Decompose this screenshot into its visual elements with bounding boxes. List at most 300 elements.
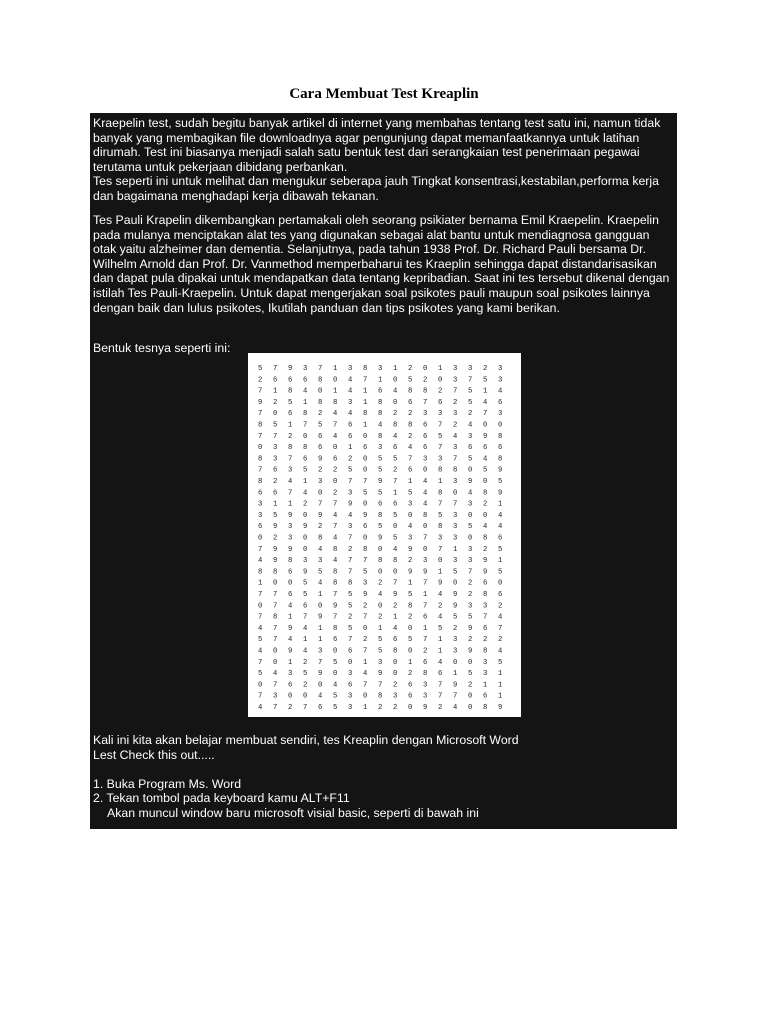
grid-digit: 3	[318, 647, 323, 656]
grid-digit: 5	[483, 466, 488, 475]
grid-digit: 0	[483, 511, 488, 520]
grid-digit: 7	[438, 692, 443, 701]
grid-digit: 9	[378, 534, 383, 543]
grid-digit: 5	[468, 613, 473, 622]
grid-digit: 4	[348, 410, 353, 419]
grid-digit: 5	[363, 489, 368, 498]
grid-digit: 6	[468, 444, 473, 453]
grid-digit: 7	[393, 478, 398, 486]
grid-digit: 4	[348, 376, 353, 385]
grid-digit: 7	[453, 500, 458, 509]
grid-digit: 7	[438, 444, 443, 453]
grid-digit: 4	[333, 511, 338, 520]
grid-digit: 4	[468, 421, 473, 430]
grid-digit: 3	[498, 410, 503, 419]
grid-digit: 1	[453, 545, 458, 554]
grid-digit: 6	[303, 455, 308, 464]
grid-digit: 2	[258, 376, 263, 385]
grid-digit: 0	[333, 444, 338, 453]
grid-digit: 3	[453, 511, 458, 520]
grid-digit: 2	[483, 636, 488, 645]
grid-digit: 6	[318, 704, 323, 712]
grid-digit: 0	[498, 421, 503, 430]
grid-digit: 2	[303, 658, 308, 667]
grid-digit: 7	[333, 591, 338, 599]
grid-digit: 5	[378, 489, 383, 498]
grid-digit: 0	[393, 568, 398, 577]
page-title: Cara Membuat Test Kreaplin	[289, 86, 479, 102]
grid-digit: 7	[393, 579, 398, 588]
grid-digit: 4	[333, 557, 338, 566]
grid-digit: 1	[303, 636, 308, 645]
grid-digit: 5	[468, 398, 473, 407]
grid-digit: 5	[303, 670, 308, 679]
grid-digit: 5	[453, 613, 458, 622]
grid-digit: 8	[288, 444, 293, 453]
grid-digit: 8	[363, 545, 368, 554]
grid-digit: 0	[393, 398, 398, 407]
grid-digit: 4	[483, 523, 488, 532]
grid-digit: 4	[408, 523, 413, 532]
grid-digit: 3	[423, 410, 428, 419]
grid-digit: 7	[423, 398, 428, 407]
grid-digit: 2	[483, 545, 488, 554]
grid-digit: 1	[273, 387, 278, 396]
grid-digit: 7	[363, 613, 368, 622]
grid-digit: 5	[438, 624, 443, 633]
grid-digit: 5	[468, 455, 473, 464]
grid-digit: 9	[468, 624, 473, 633]
grid-digit: 5	[318, 568, 323, 577]
grid-digit: 7	[303, 704, 308, 712]
grid-digit: 8	[408, 387, 413, 396]
grid-digit: 6	[423, 432, 428, 441]
grid-digit: 2	[333, 466, 338, 475]
grid-digit: 9	[378, 478, 383, 486]
grid-digit: 5	[333, 704, 338, 712]
grid-digit: 9	[468, 647, 473, 656]
grid-digit: 0	[408, 647, 413, 656]
grid-digit: 0	[453, 658, 458, 667]
grid-digit: 3	[468, 602, 473, 611]
grid-digit: 0	[483, 478, 488, 486]
grid-digit: 3	[348, 670, 353, 679]
grid-digit: 1	[288, 613, 293, 622]
grid-digit: 3	[378, 658, 383, 667]
grid-digit: 4	[483, 455, 488, 464]
grid-digit: 0	[453, 579, 458, 588]
grid-digit: 3	[288, 534, 293, 543]
grid-digit: 6	[423, 444, 428, 453]
grid-digit: 5	[333, 658, 338, 667]
grid-digit: 3	[483, 602, 488, 611]
grid-digit: 7	[258, 545, 263, 554]
grid-digit: 2	[468, 591, 473, 599]
grid-digit: 1	[318, 636, 323, 645]
grid-digit: 4	[303, 647, 308, 656]
grid-digit: 2	[378, 613, 383, 622]
grid-digit: 9	[318, 670, 323, 679]
grid-digit: 6	[423, 421, 428, 430]
grid-digit: 5	[378, 647, 383, 656]
grid-digit: 7	[318, 658, 323, 667]
grid-digit: 1	[363, 704, 368, 712]
grid-digit: 5	[333, 692, 338, 701]
grid-digit: 0	[318, 681, 323, 690]
grid-digit: 6	[423, 613, 428, 622]
grid-digit: 0	[303, 511, 308, 520]
grid-digit: 9	[318, 613, 323, 622]
grid-digit: 8	[408, 421, 413, 430]
grid-digit: 6	[438, 398, 443, 407]
grid-digit: 8	[393, 421, 398, 430]
grid-digit: 7	[423, 579, 428, 588]
grid-digit: 7	[333, 421, 338, 430]
grid-digit: 7	[258, 658, 263, 667]
grid-digit: 7	[258, 591, 263, 599]
grid-digit: 4	[393, 624, 398, 633]
grid-digit: 5	[468, 523, 473, 532]
grid-digit: 6	[318, 444, 323, 453]
grid-digit: 4	[333, 534, 338, 543]
grid-digit: 6	[288, 410, 293, 419]
grid-digit: 0	[363, 692, 368, 701]
grid-digit: 6	[483, 692, 488, 701]
grid-digit: 3	[288, 466, 293, 475]
grid-digit: 3	[363, 579, 368, 588]
grid-digit: 1	[288, 421, 293, 430]
grid-digit: 6	[303, 376, 308, 385]
grid-digit: 0	[333, 478, 338, 486]
grid-digit: 8	[483, 647, 488, 656]
grid-digit: 8	[318, 376, 323, 385]
grid-digit: 4	[303, 489, 308, 498]
grid-digit: 8	[438, 523, 443, 532]
grid-digit: 3	[423, 455, 428, 464]
grid-digit: 4	[303, 624, 308, 633]
grid-digit: 0	[258, 534, 263, 543]
grid-digit: 5	[378, 455, 383, 464]
grid-digit: 1	[363, 421, 368, 430]
grid-digit: 4	[498, 511, 503, 520]
grid-digit: 0	[393, 523, 398, 532]
grid-digit: 1	[393, 613, 398, 622]
grid-digit: 3	[393, 692, 398, 701]
grid-digit: 3	[468, 545, 473, 554]
grid-digit: 8	[303, 410, 308, 419]
grid-digit: 4	[498, 523, 503, 532]
grid-digit: 4	[423, 489, 428, 498]
grid-digit: 4	[258, 557, 263, 566]
grid-digit: 4	[393, 387, 398, 396]
grid-digit: 9	[258, 398, 263, 407]
grid-digit: 9	[498, 489, 503, 498]
grid-digit: 0	[408, 511, 413, 520]
grid-digit: 7	[348, 534, 353, 543]
grid-digit: 0	[498, 579, 503, 588]
instructions-intro: Kali ini kita akan belajar membuat sendiri, tes Kreaplin dengan Microsoft Word	[93, 733, 519, 747]
grid-digit: 6	[288, 591, 293, 599]
grid-digit: 0	[423, 466, 428, 475]
grid-digit: 8	[423, 670, 428, 679]
grid-digit: 8	[333, 579, 338, 588]
grid-digit: 4	[318, 579, 323, 588]
grid-digit: 5	[498, 658, 503, 667]
grid-digit: 3	[453, 376, 458, 385]
grid-digit: 7	[348, 478, 353, 486]
grid-digit: 7	[423, 602, 428, 611]
grid-digit: 5	[258, 365, 263, 373]
grid-digit: 7	[423, 534, 428, 543]
grid-digit: 0	[468, 692, 473, 701]
grid-digit: 1	[408, 579, 413, 588]
grid-digit: 6	[393, 636, 398, 645]
grid-digit: 6	[348, 432, 353, 441]
kraepelin-number-grid	[248, 353, 521, 717]
grid-digit: 3	[408, 500, 413, 509]
grid-digit: 8	[438, 466, 443, 475]
grid-digit: 7	[438, 545, 443, 554]
grid-digit: 1	[438, 636, 443, 645]
grid-digit: 7	[273, 681, 278, 690]
grid-digit: 4	[288, 602, 293, 611]
grid-digit: 0	[258, 444, 263, 453]
grid-digit: 7	[288, 489, 293, 498]
grid-digit: 5	[468, 670, 473, 679]
grid-digit: 3	[318, 478, 323, 486]
grid-digit: 1	[258, 579, 263, 588]
grid-digit: 2	[288, 432, 293, 441]
grid-digit: 0	[438, 376, 443, 385]
grid-digit: 5	[498, 545, 503, 554]
grid-digit: 0	[303, 545, 308, 554]
grid-digit: 9	[363, 511, 368, 520]
grid-digit: 5	[363, 568, 368, 577]
grid-digit: 3	[348, 398, 353, 407]
grid-digit: 2	[318, 523, 323, 532]
grid-digit: 0	[288, 692, 293, 701]
grid-digit: 2	[498, 602, 503, 611]
grid-digit: 6	[273, 489, 278, 498]
grid-digit: 1	[453, 670, 458, 679]
grid-digit: 2	[453, 398, 458, 407]
grid-digit: 1	[408, 658, 413, 667]
grid-digit: 6	[333, 455, 338, 464]
grid-digit: 5	[468, 387, 473, 396]
grid-digit: 5	[378, 636, 383, 645]
grid-digit: 6	[498, 398, 503, 407]
grid-digit: 8	[318, 534, 323, 543]
grid-digit: 2	[423, 376, 428, 385]
grid-digit: 1	[318, 624, 323, 633]
grid-digit: 0	[483, 421, 488, 430]
grid-digit: 9	[288, 545, 293, 554]
grid-digit: 6	[288, 681, 293, 690]
grid-digit: 2	[348, 613, 353, 622]
grid-digit: 1	[363, 398, 368, 407]
grid-digit: 3	[453, 365, 458, 373]
grid-digit: 3	[423, 557, 428, 566]
grid-digit: 6	[288, 568, 293, 577]
grid-digit: 3	[423, 692, 428, 701]
grid-digit: 7	[348, 557, 353, 566]
grid-digit: 4	[288, 636, 293, 645]
grid-digit: 9	[423, 704, 428, 712]
grid-digit: 9	[318, 455, 323, 464]
grid-digit: 9	[348, 500, 353, 509]
grid-digit: 0	[363, 432, 368, 441]
grid-digit: 9	[288, 647, 293, 656]
grid-digit: 3	[438, 534, 443, 543]
grid-digit: 4	[318, 545, 323, 554]
grid-digit: 8	[423, 387, 428, 396]
grid-digit: 0	[318, 602, 323, 611]
grid-digit: 4	[423, 500, 428, 509]
grid-digit: 5	[378, 466, 383, 475]
grid-digit: 0	[303, 534, 308, 543]
grid-digit: 8	[303, 444, 308, 453]
grid-digit: 0	[393, 670, 398, 679]
grid-digit: 6	[483, 444, 488, 453]
grid-digit: 0	[333, 647, 338, 656]
grid-digit: 7	[273, 602, 278, 611]
grid-digit: 0	[423, 523, 428, 532]
grid-digit: 4	[468, 489, 473, 498]
grid-digit: 9	[483, 432, 488, 441]
grid-digit: 9	[303, 568, 308, 577]
grid-digit: 6	[363, 523, 368, 532]
grid-digit: 7	[483, 410, 488, 419]
grid-digit: 3	[438, 455, 443, 464]
grid-digit: 1	[378, 376, 383, 385]
grid-digit: 5	[273, 511, 278, 520]
grid-digit: 7	[453, 387, 458, 396]
grid-digit: 0	[288, 579, 293, 588]
grid-digit: 8	[483, 489, 488, 498]
grid-digit: 7	[468, 568, 473, 577]
grid-digit: 8	[288, 387, 293, 396]
instructions-paragraph	[93, 733, 673, 821]
grid-digit: 8	[378, 410, 383, 419]
grid-digit: 9	[453, 591, 458, 599]
grid-digit: 3	[468, 500, 473, 509]
grid-digit: 0	[273, 579, 278, 588]
grid-digit: 3	[378, 365, 383, 373]
grid-digit: 3	[438, 410, 443, 419]
grid-digit: 8	[378, 692, 383, 701]
grid-digit: 2	[438, 602, 443, 611]
grid-digit: 1	[423, 624, 428, 633]
grid-digit: 8	[258, 421, 263, 430]
grid-digit: 3	[348, 523, 353, 532]
grid-digit: 9	[468, 478, 473, 486]
grid-digit: 2	[378, 704, 383, 712]
grid-digit: 2	[408, 432, 413, 441]
grid-digit: 4	[303, 387, 308, 396]
grid-digit: 6	[333, 636, 338, 645]
grid-digit: 0	[468, 511, 473, 520]
grid-digit: 1	[498, 670, 503, 679]
grid-digit: 4	[318, 692, 323, 701]
grid-digit: 5	[303, 591, 308, 599]
grid-digit: 7	[378, 681, 383, 690]
grid-digit: 8	[258, 568, 263, 577]
grid-digit: 5	[258, 670, 263, 679]
grid-digit: 5	[483, 376, 488, 385]
grid-digit: 7	[468, 376, 473, 385]
grid-digit: 3	[453, 534, 458, 543]
grid-digit: 3	[468, 557, 473, 566]
grid-digit: 2	[408, 557, 413, 566]
grid-digit: 6	[498, 591, 503, 599]
grid-digit: 6	[258, 523, 263, 532]
grid-digit: 5	[408, 489, 413, 498]
grid-digit: 7	[348, 568, 353, 577]
grid-digit: 4	[333, 410, 338, 419]
grid-digit: 9	[483, 568, 488, 577]
grid-digit: 7	[318, 365, 323, 373]
grid-digit: 3	[453, 523, 458, 532]
grid-digit: 7	[258, 466, 263, 475]
grid-digit: 6	[498, 444, 503, 453]
grid-digit: 4	[258, 647, 263, 656]
grid-digit: 4	[453, 704, 458, 712]
grid-digit: 2	[363, 602, 368, 611]
grid-digit: 2	[348, 455, 353, 464]
grid-digit: 3	[498, 376, 503, 385]
grid-digit: 1	[498, 500, 503, 509]
grid-digit: 0	[333, 670, 338, 679]
history-paragraph: Tes Pauli Krapelin dikembangkan pertamakali oleh seorang psikiater bernama Emil Kraepelin. Kraepelin pada mulanya menciptakan alat tes yang digunakan sebagai alat bantu untuk mendiagnosa gangguan otak yaitu alzheimer dan dementia. Selanjutnya, pada tahun 1938 Prof. Dr. Richard Pauli bersama Dr. Wilhelm Arnold dan Prof. Dr. Vanmethod memperbaharui tes Kraeplin sehingga dapat distandarisasikan dan dapat pula dipakai untuk mendapatkan data tentang kepribadian. Saat ini tes tersebut dikenal dengan istilah Tes Pauli-Kraepelin. Untuk dapat mengerjakan soal psikotes pauli maupun soal psikotes lainnya dengan baik dan lulus psikotes, Ikutilah panduan dan tips psikotes yang kami berikan.	[93, 213, 670, 315]
grid-digit: 8	[258, 455, 263, 464]
grid-digit: 7	[483, 613, 488, 622]
grid-digit: 2	[438, 387, 443, 396]
grid-digit: 5	[393, 511, 398, 520]
grid-digit: 1	[438, 647, 443, 656]
grid-digit: 4	[393, 545, 398, 554]
grid-digit: 7	[333, 500, 338, 509]
grid-digit: 2	[408, 670, 413, 679]
grid-digit: 9	[273, 557, 278, 566]
grid-digit: 3	[348, 692, 353, 701]
grid-digit: 8	[483, 591, 488, 599]
grid-digit: 2	[318, 466, 323, 475]
grid-digit: 3	[483, 658, 488, 667]
grid-digit: 1	[378, 624, 383, 633]
grid-digit: 1	[393, 365, 398, 373]
grid-digit: 0	[318, 489, 323, 498]
grid-digit: 6	[378, 500, 383, 509]
grid-digit: 8	[378, 557, 383, 566]
grid-digit: 1	[498, 692, 503, 701]
grid-digit: 7	[273, 704, 278, 712]
grid-digit: 3	[288, 670, 293, 679]
grid-digit: 5	[438, 432, 443, 441]
grid-digit: 2	[408, 410, 413, 419]
grid-digit: 0	[468, 704, 473, 712]
grid-digit: 0	[363, 455, 368, 464]
grid-digit: 0	[438, 557, 443, 566]
grid-digit: 1	[423, 591, 428, 599]
grid-digit: 8	[438, 489, 443, 498]
grid-digit: 7	[273, 636, 278, 645]
grid-digit: 6	[483, 624, 488, 633]
grid-digit: 4	[258, 704, 263, 712]
grid-digit: 0	[318, 387, 323, 396]
grid-digit: 5	[393, 534, 398, 543]
grid-digit: 2	[393, 704, 398, 712]
intro-text-2: Tes seperti ini untuk melihat dan mengukur seberapa jauh Tingkat konsentrasi,kestabilan,performa kerja dan bagaimana menghadapi kerja dibawah tekanan.	[93, 174, 659, 203]
